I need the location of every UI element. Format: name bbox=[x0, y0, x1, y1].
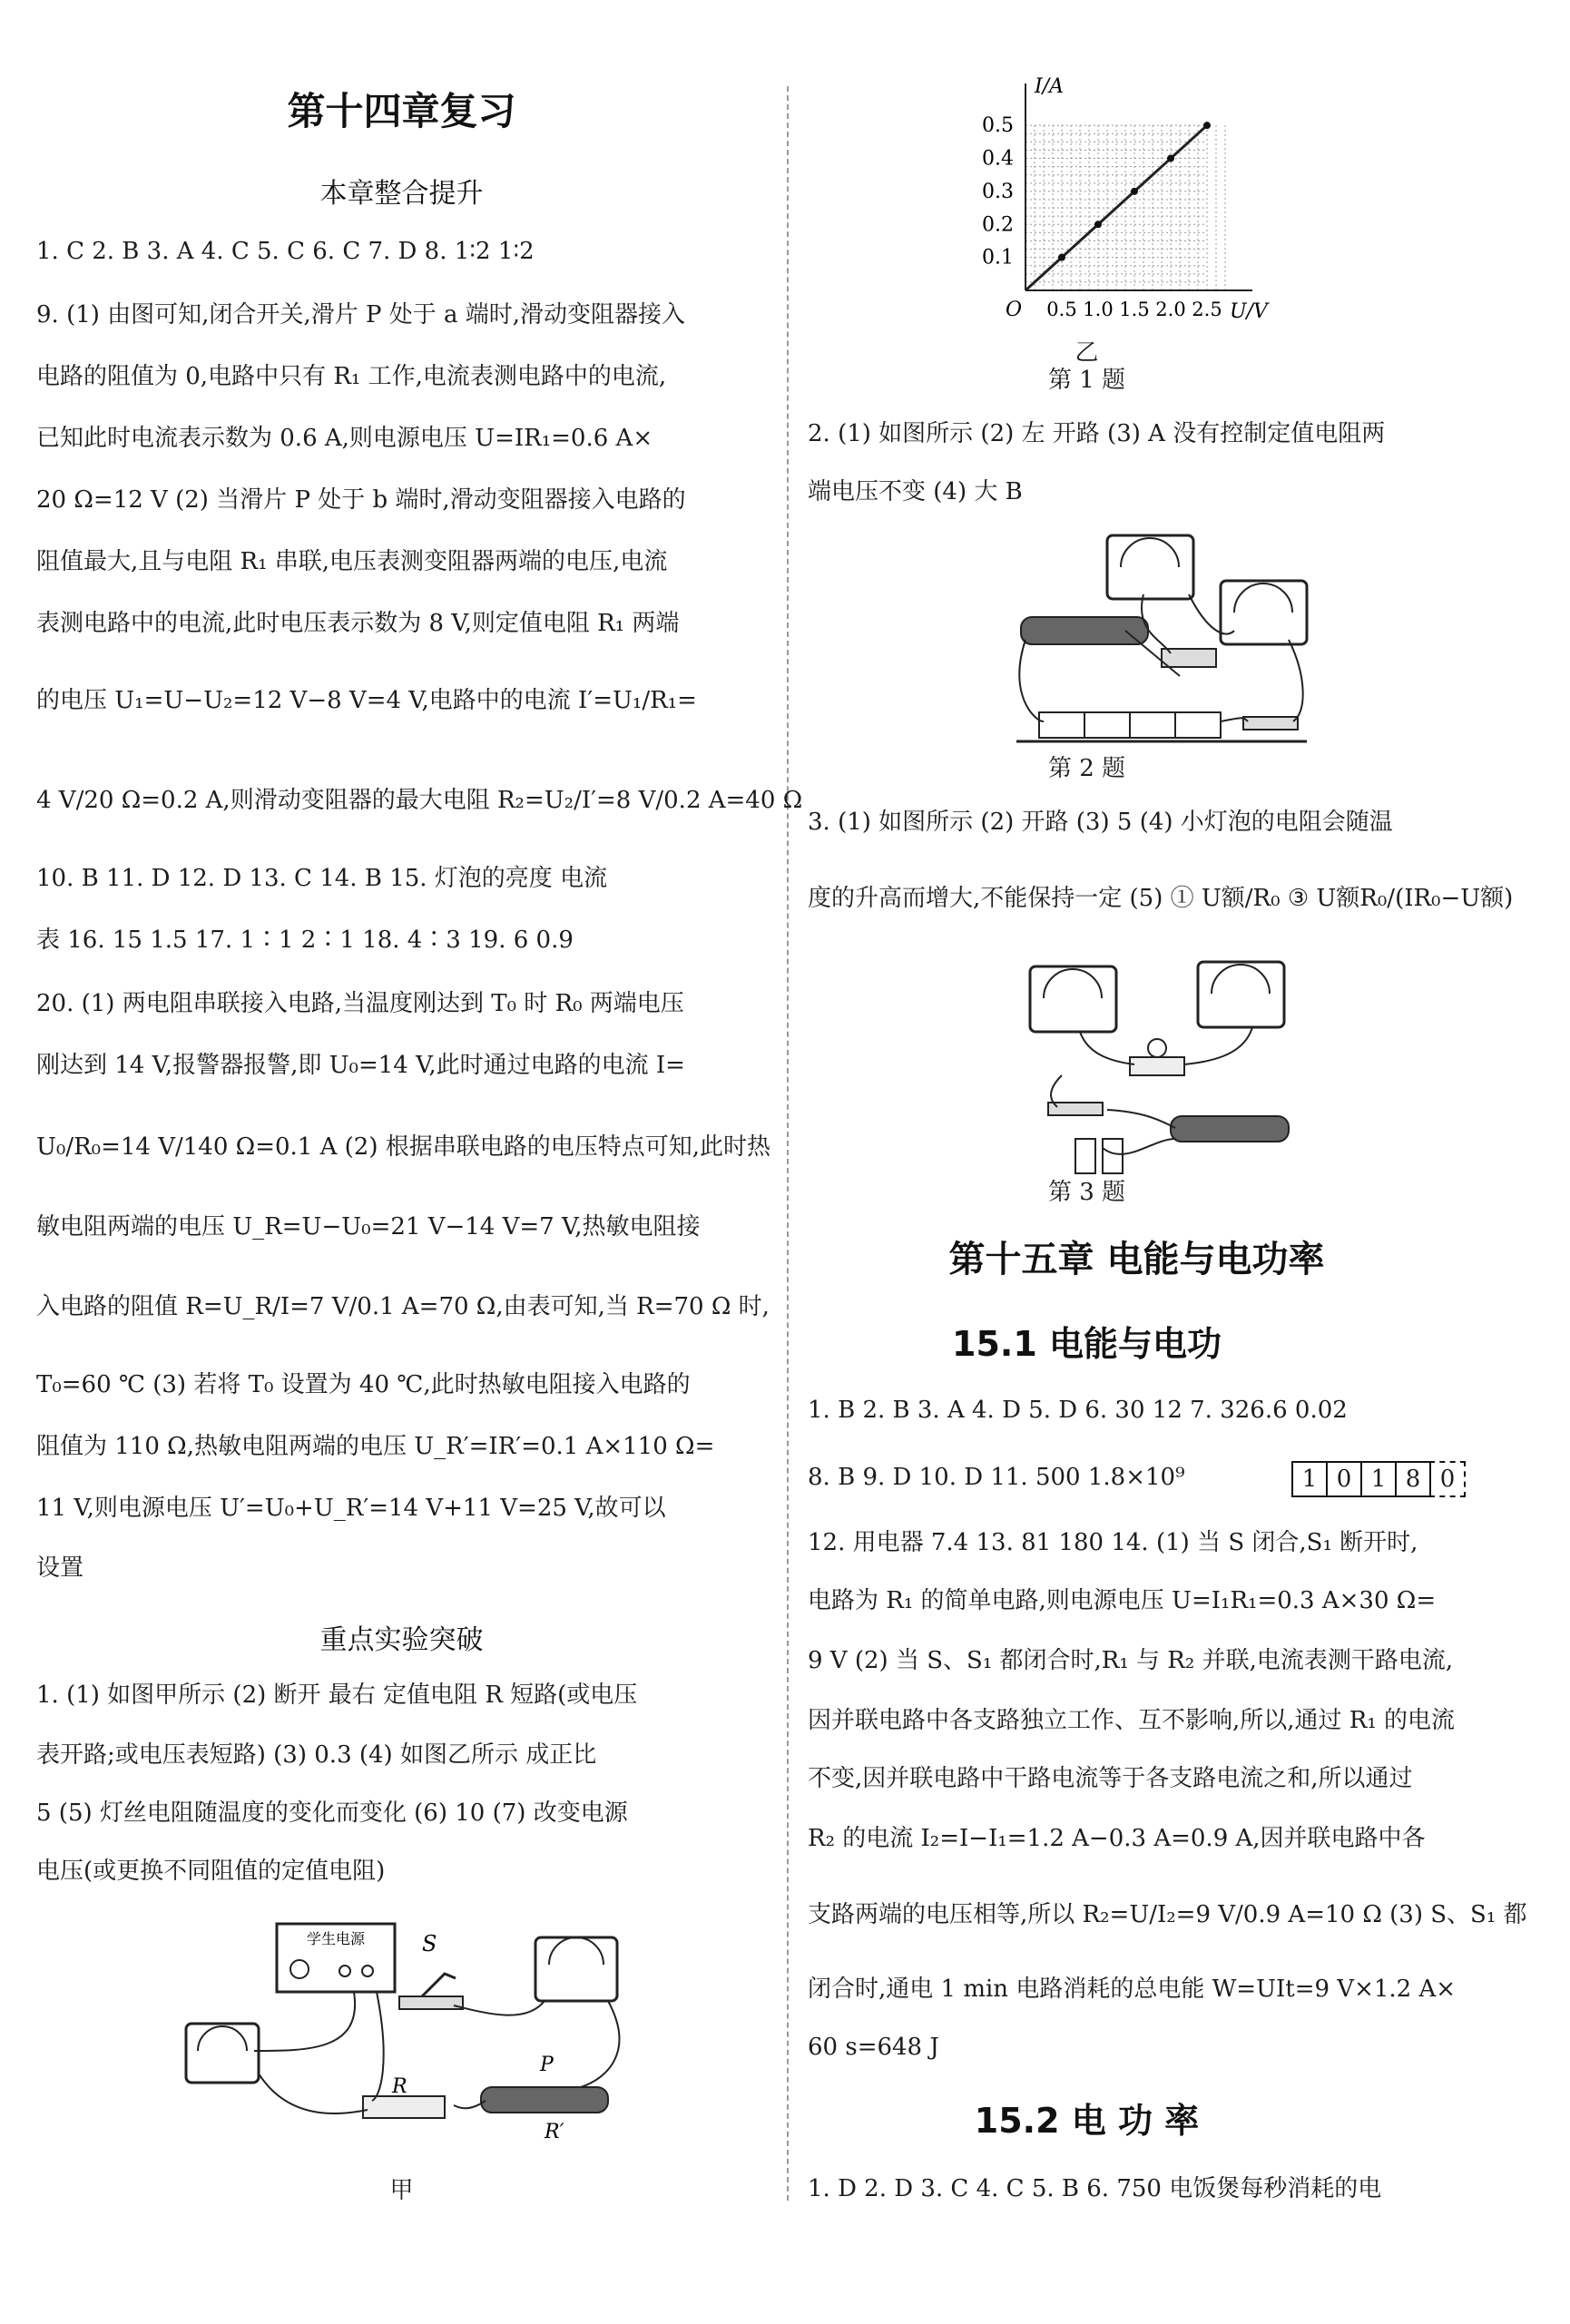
y-tick-label: 0.2 bbox=[982, 213, 1014, 237]
meter-digit: 1 bbox=[1360, 1461, 1397, 1497]
answer-line: 9. (1) 由图可知,闭合开关,滑片 P 处于 a 端时,滑动变阻器接入 bbox=[36, 301, 686, 328]
circuit-diagram-q3 bbox=[1025, 957, 1298, 1180]
answer-line: 1. (1) 如图甲所示 (2) 断开 最右 定值电阻 R 短路(或电压 bbox=[36, 1682, 638, 1709]
answer-line: 因并联电路中各支路独立工作、互不影响,所以,通过 R₁ 的电流 bbox=[808, 1707, 1456, 1734]
answer-line: 表 16. 15 1.5 17. 1∶1 2∶1 18. 4∶3 19. 6 0.9 bbox=[36, 927, 574, 954]
answer-line: 10. B 11. D 12. D 13. C 14. B 15. 灯泡的亮度 电流 bbox=[36, 865, 608, 892]
x-axis-label: U/V bbox=[1230, 300, 1268, 323]
answer-line: 表测电路中的电流,此时电压表示数为 8 V,则定值电阻 R₁ 两端 bbox=[36, 610, 680, 637]
y-tick-label: 0.5 bbox=[982, 114, 1014, 138]
section-15-2-title: 15.2 电 功 率 bbox=[974, 2101, 1200, 2141]
answer-line: 阻值最大,且与电阻 R₁ 串联,电压表测变阻器两端的电压,电流 bbox=[36, 548, 668, 575]
answer-line: 20. (1) 两电阻串联接入电路,当温度刚达到 T₀ 时 R₀ 两端电压 bbox=[36, 990, 684, 1017]
slider-label: P bbox=[540, 2054, 554, 2076]
chapter-title: 第十四章复习 bbox=[287, 89, 516, 133]
x-tick-label: 1.5 bbox=[1119, 299, 1150, 320]
answer-line: T₀=60 ℃ (3) 若将 T₀ 设置为 40 ℃,此时热敏电阻接入电路的 bbox=[36, 1371, 691, 1398]
answer-line: 表开路;或电压表短路) (3) 0.3 (4) 如图乙所示 成正比 bbox=[36, 1741, 597, 1769]
data-point bbox=[1058, 254, 1065, 261]
answer-line: 20 Ω=12 V (2) 当滑片 P 处于 b 端时,滑动变阻器接入电路的 bbox=[36, 486, 686, 514]
answer-line: 2. (1) 如图所示 (2) 左 开路 (3) A 没有控制定值电阻两 bbox=[808, 420, 1386, 447]
answer-line: 已知此时电流表示数为 0.6 A,则电源电压 U=IR₁=0.6 A× bbox=[36, 425, 653, 452]
answer-line: 阻值为 110 Ω,热敏电阻两端的电压 U_R′=IR′=0.1 A×110 Ω= bbox=[36, 1433, 715, 1460]
meter-digit: 8 bbox=[1395, 1461, 1431, 1497]
column-divider bbox=[787, 86, 789, 2201]
iv-graph bbox=[980, 73, 1289, 336]
answer-line: 设置 bbox=[36, 1554, 84, 1582]
y-tick-label: 0.3 bbox=[982, 180, 1014, 203]
origin-label: O bbox=[1006, 299, 1023, 321]
y-tick-label: 0.1 bbox=[982, 246, 1014, 270]
answer-line: 支路两端的电压相等,所以 R₂=U/I₂=9 V/0.9 A=10 Ω (3) S、S₁ 都 bbox=[808, 1901, 1527, 1928]
answer-line: 端电压不变 (4) 大 B bbox=[808, 478, 1023, 505]
figure-caption-q3: 第 3 题 bbox=[1047, 1179, 1126, 1206]
section-title-experiments: 重点实验突破 bbox=[319, 1624, 484, 1656]
rheostat-label: R′ bbox=[545, 2121, 564, 2142]
y-tick-label: 0.4 bbox=[982, 147, 1014, 171]
answer-line: 3. (1) 如图所示 (2) 开路 (3) 5 (4) 小灯泡的电阻会随温 bbox=[808, 809, 1393, 836]
figure-caption-q1: 第 1 题 bbox=[1047, 367, 1126, 394]
answer-line: 4 V/20 Ω=0.2 A,则滑动变阻器的最大电阻 R₂=U₂/I′=8 V/0.2 A=40 Ω bbox=[36, 787, 803, 814]
switch-label: S bbox=[422, 1931, 437, 1956]
data-point bbox=[1203, 122, 1211, 129]
figure-caption-q2: 第 2 题 bbox=[1047, 755, 1126, 782]
meter-digit: 0 bbox=[1326, 1461, 1362, 1497]
energy-meter-display bbox=[1293, 1461, 1466, 1497]
answer-line: 闭合时,通电 1 min 电路消耗的总电能 W=UIt=9 V×1.2 A× bbox=[808, 1976, 1457, 2003]
section-15-1-title: 15.1 电能与电功 bbox=[952, 1324, 1222, 1364]
answer-line: 度的升高而增大,不能保持一定 (5) ① U额/R₀ ③ U额R₀/(IR₀−U额) bbox=[808, 885, 1514, 912]
answer-line: 1. D 2. D 3. C 4. C 5. B 6. 750 电饭煲每秒消耗的电 bbox=[808, 2175, 1382, 2202]
answer-line: R₂ 的电流 I₂=I−I₁=1.2 A−0.3 A=0.9 A,因并联电路中各 bbox=[808, 1825, 1426, 1852]
answer-line: U₀/R₀=14 V/140 Ω=0.1 A (2) 根据串联电路的电压特点可知,此时热 bbox=[36, 1133, 771, 1161]
answer-line: 敏电阻两端的电压 U_R=U−U₀=21 V−14 V=7 V,热敏电阻接 bbox=[36, 1213, 701, 1240]
power-supply-label: 学生电源 bbox=[306, 1930, 366, 1947]
data-point bbox=[1131, 188, 1138, 195]
data-point bbox=[1094, 221, 1102, 228]
answer-line: 不变,因并联电路中干路电流等于各支路电流之和,所以通过 bbox=[808, 1765, 1413, 1792]
answer-line: 11 V,则电源电压 U′=U₀+U_R′=14 V+11 V=25 V,故可以 bbox=[36, 1495, 666, 1522]
answer-line: 电路为 R₁ 的简单电路,则电源电压 U=I₁R₁=0.3 A×30 Ω= bbox=[808, 1587, 1437, 1614]
circuit-diagram-q2 bbox=[1016, 531, 1325, 753]
circuit-diagram-jia bbox=[182, 1915, 653, 2142]
answer-line: 刚达到 14 V,报警器报警,即 U₀=14 V,此时通过电路的电流 I= bbox=[36, 1052, 685, 1079]
chapter-15-title: 第十五章 电能与电功率 bbox=[948, 1239, 1325, 1280]
x-tick-label: 2.5 bbox=[1192, 299, 1222, 320]
answer-line: 5 (5) 灯丝电阻随温度的变化而变化 (6) 10 (7) 改变电源 bbox=[36, 1799, 628, 1827]
answer-line: 1. B 2. B 3. A 4. D 5. D 6. 30 12 7. 326.6 0.02 bbox=[808, 1397, 1348, 1424]
x-tick-label: 2.0 bbox=[1155, 299, 1186, 320]
data-point bbox=[1167, 155, 1174, 162]
section-title-integration: 本章整合提升 bbox=[319, 178, 484, 210]
x-tick-label: 0.5 bbox=[1046, 299, 1077, 320]
answer-line: 电路的阻值为 0,电路中只有 R₁ 工作,电流表测电路中的电流, bbox=[36, 363, 667, 390]
answer-line: 电压(或更换不同阻值的定值电阻) bbox=[36, 1858, 386, 1885]
x-tick-label: 1.0 bbox=[1083, 299, 1114, 320]
figure-caption-jia: 甲 bbox=[389, 2177, 414, 2204]
answer-line: 的电压 U₁=U−U₂=12 V−8 V=4 V,电路中的电流 I′=U₁/R₁= bbox=[36, 687, 697, 714]
resistor-label: R bbox=[392, 2075, 407, 2098]
answer-line: 60 s=648 J bbox=[808, 2034, 939, 2061]
answer-line: 8. B 9. D 10. D 11. 500 1.8×10⁹ bbox=[808, 1464, 1185, 1491]
answer-line: 12. 用电器 7.4 13. 81 180 14. (1) 当 S 闭合,S₁ 断开时, bbox=[808, 1529, 1418, 1556]
meter-digit: 1 bbox=[1291, 1461, 1328, 1497]
y-axis-label: I/A bbox=[1035, 75, 1064, 98]
answer-line: 9 V (2) 当 S、S₁ 都闭合时,R₁ 与 R₂ 并联,电流表测干路电流, bbox=[808, 1647, 1454, 1674]
answer-line: 1. C 2. B 3. A 4. C 5. C 6. C 7. D 8. 1∶2 1∶2 bbox=[36, 238, 535, 265]
answer-line: 入电路的阻值 R=U_R/I=7 V/0.1 A=70 Ω,由表可知,当 R=70 Ω 时, bbox=[36, 1293, 770, 1320]
meter-digit-decimal: 0 bbox=[1429, 1461, 1466, 1497]
chart-grid bbox=[1025, 125, 1225, 290]
graph-caption-yi: 乙 bbox=[1074, 339, 1099, 367]
